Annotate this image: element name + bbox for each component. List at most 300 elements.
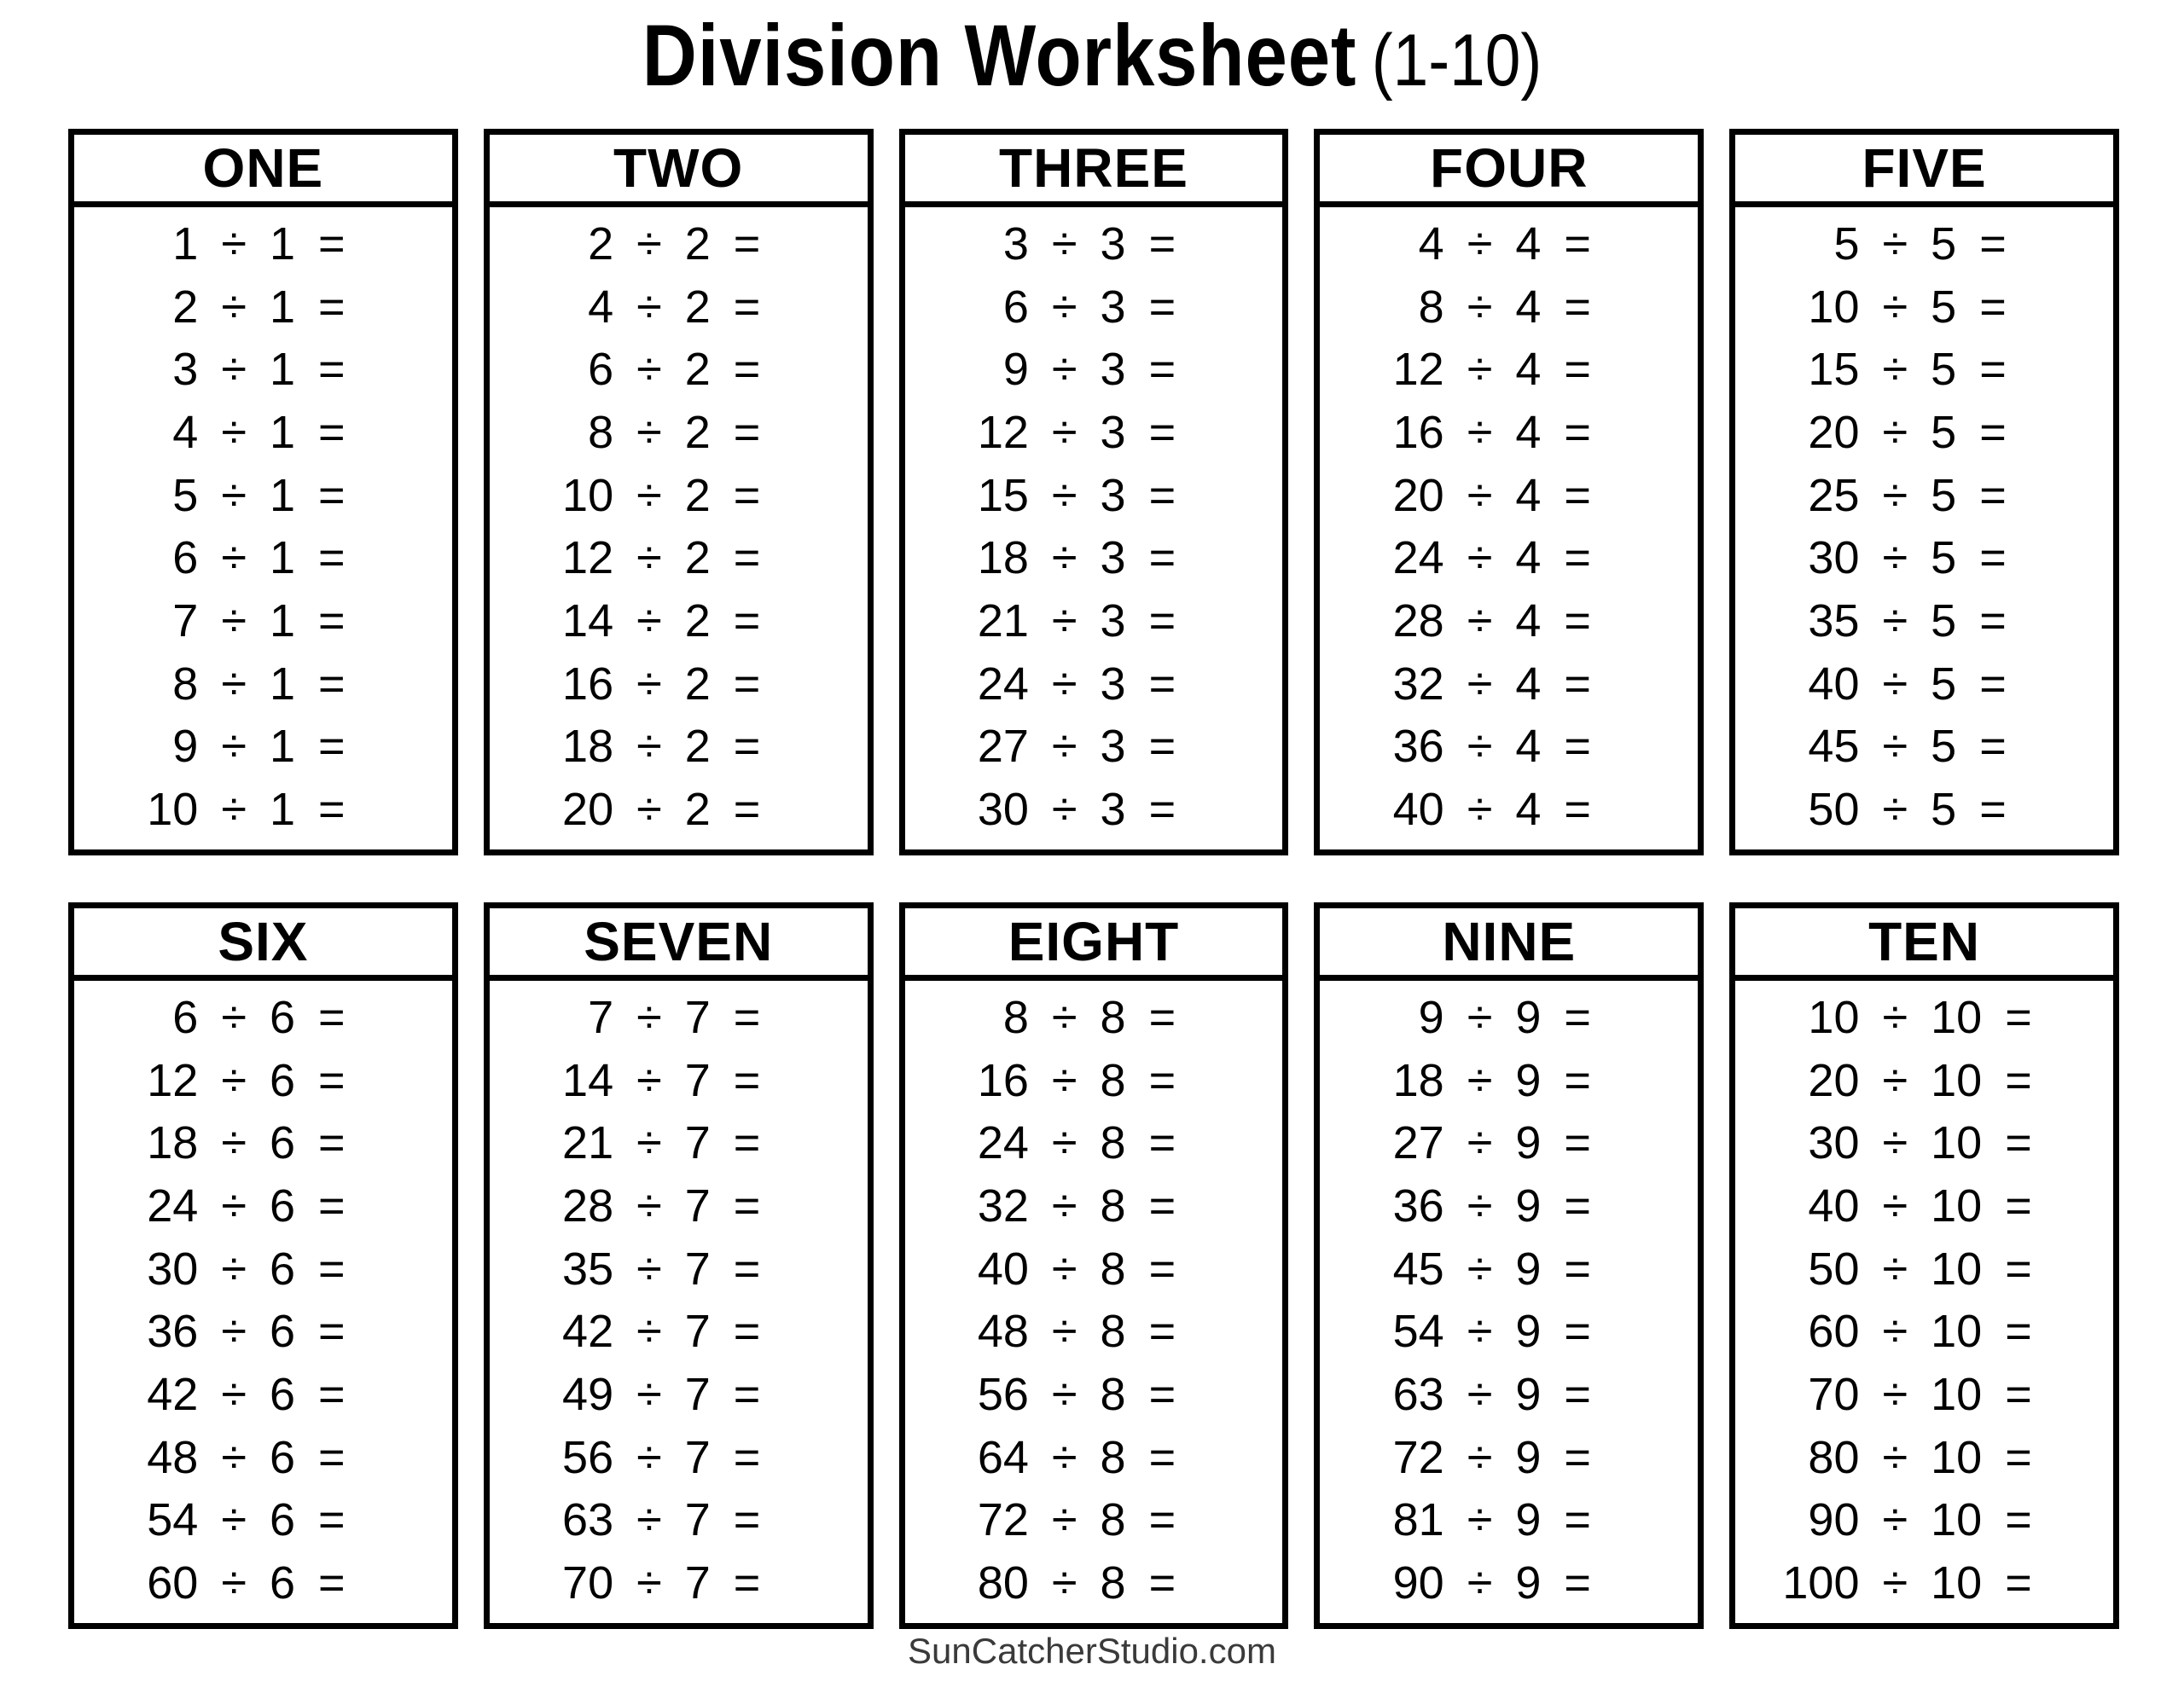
divisor: 5 — [1931, 532, 1957, 584]
division-sign: ÷ — [221, 1431, 247, 1483]
divisor: 2 — [684, 469, 711, 521]
equals-sign: = — [1564, 1369, 1591, 1421]
division-table-four — [1314, 129, 1704, 855]
equals-sign: = — [733, 1369, 761, 1421]
division-sign: ÷ — [1882, 1243, 1908, 1295]
dividend: 24 — [977, 658, 1029, 710]
divisor: 4 — [1515, 469, 1542, 521]
dividend: 2 — [588, 217, 614, 270]
dividend: 21 — [977, 595, 1029, 647]
division-sign: ÷ — [636, 281, 662, 333]
divisor: 1 — [269, 595, 295, 647]
equals-sign: = — [318, 1180, 346, 1232]
equals-sign: = — [2005, 1557, 2032, 1609]
dividend: 12 — [977, 406, 1029, 458]
dividend: 20 — [1808, 1054, 1860, 1106]
table-title: ONE — [74, 135, 452, 207]
division-sign: ÷ — [636, 1117, 662, 1169]
equals-sign: = — [2005, 1054, 2032, 1106]
divisor: 10 — [1931, 1557, 1983, 1609]
dividend: 6 — [172, 991, 199, 1043]
equals-sign: = — [318, 1369, 346, 1421]
dividend: 9 — [172, 721, 199, 773]
division-sign: ÷ — [1467, 595, 1493, 647]
equals-sign: = — [1979, 784, 2007, 836]
dividend: 56 — [977, 1369, 1029, 1421]
equals-sign: = — [733, 784, 761, 836]
dividend: 10 — [1808, 991, 1860, 1043]
dividend: 32 — [1392, 658, 1444, 710]
dividend: 15 — [1808, 344, 1860, 396]
division-sign: ÷ — [1882, 1557, 1908, 1609]
dividend: 49 — [562, 1369, 614, 1421]
equals-sign: = — [1979, 469, 2007, 521]
division-sign: ÷ — [1467, 658, 1493, 710]
dividend: 27 — [1392, 1117, 1444, 1169]
equals-sign: = — [1148, 281, 1176, 333]
table-problems — [1735, 207, 2113, 849]
dividend: 100 — [1782, 1557, 1860, 1609]
dividend: 35 — [1808, 595, 1860, 647]
dividend: 24 — [1392, 532, 1444, 584]
divisor: 6 — [269, 1494, 295, 1546]
dividend: 3 — [1002, 217, 1029, 270]
divisor: 9 — [1515, 1117, 1542, 1169]
division-sign: ÷ — [1051, 281, 1077, 333]
table-title: THREE — [905, 135, 1283, 207]
division-sign: ÷ — [1467, 721, 1493, 773]
division-sign: ÷ — [1882, 281, 1908, 333]
dividend: 14 — [562, 1054, 614, 1106]
equals-sign: = — [2005, 1180, 2032, 1232]
equals-sign: = — [1148, 991, 1176, 1043]
equals-sign: = — [318, 1431, 346, 1483]
divisor: 5 — [1931, 784, 1957, 836]
equals-sign: = — [1148, 1117, 1176, 1169]
dividend: 42 — [147, 1369, 199, 1421]
divisor: 6 — [269, 1180, 295, 1232]
equals-sign: = — [318, 595, 346, 647]
division-sign: ÷ — [636, 1180, 662, 1232]
divisor: 7 — [684, 1306, 711, 1358]
division-sign: ÷ — [1051, 595, 1077, 647]
dividend: 40 — [1808, 658, 1860, 710]
division-sign: ÷ — [1882, 1369, 1908, 1421]
division-table-nine — [1314, 902, 1704, 1629]
division-table-six — [68, 902, 458, 1629]
dividend: 1 — [172, 217, 199, 270]
equals-sign: = — [1564, 721, 1591, 773]
table-title: NINE — [1320, 908, 1698, 981]
equals-sign: = — [1148, 1180, 1176, 1232]
divisor: 1 — [269, 721, 295, 773]
divisor: 4 — [1515, 406, 1542, 458]
equals-sign: = — [1979, 281, 2007, 333]
equals-sign: = — [733, 595, 761, 647]
division-sign: ÷ — [1051, 1243, 1077, 1295]
division-sign: ÷ — [1882, 784, 1908, 836]
division-sign: ÷ — [1051, 991, 1077, 1043]
divisor: 5 — [1931, 217, 1957, 270]
division-sign: ÷ — [1882, 1117, 1908, 1169]
equals-sign: = — [1564, 532, 1591, 584]
division-sign: ÷ — [636, 1431, 662, 1483]
dividend: 48 — [147, 1431, 199, 1483]
division-sign: ÷ — [636, 406, 662, 458]
division-sign: ÷ — [636, 532, 662, 584]
equals-sign: = — [1979, 595, 2007, 647]
worksheet-grid — [68, 129, 2119, 1629]
divisor: 4 — [1515, 595, 1542, 647]
division-sign: ÷ — [636, 1243, 662, 1295]
dividend: 20 — [1392, 469, 1444, 521]
dividend: 18 — [562, 721, 614, 773]
divisor: 10 — [1931, 1431, 1983, 1483]
equals-sign: = — [318, 1306, 346, 1358]
dividend: 45 — [1392, 1243, 1444, 1295]
dividend: 2 — [172, 281, 199, 333]
divisor: 8 — [1100, 1054, 1126, 1106]
equals-sign: = — [1564, 1180, 1591, 1232]
divisor: 5 — [1931, 406, 1957, 458]
divisor: 3 — [1100, 344, 1126, 396]
division-sign: ÷ — [1882, 344, 1908, 396]
divisor: 6 — [269, 1431, 295, 1483]
division-sign: ÷ — [636, 991, 662, 1043]
division-sign: ÷ — [1467, 217, 1493, 270]
dividend: 80 — [977, 1557, 1029, 1609]
equals-sign: = — [2005, 1369, 2032, 1421]
dividend: 12 — [562, 532, 614, 584]
equals-sign: = — [1564, 281, 1591, 333]
equals-sign: = — [733, 532, 761, 584]
divisor: 9 — [1515, 1180, 1542, 1232]
dividend: 21 — [562, 1117, 614, 1169]
dividend: 8 — [1418, 281, 1444, 333]
divisor: 7 — [684, 1431, 711, 1483]
dividend: 20 — [562, 784, 614, 836]
division-sign: ÷ — [1467, 1369, 1493, 1421]
divisor: 3 — [1100, 217, 1126, 270]
divisor: 7 — [684, 1054, 711, 1106]
dividend: 12 — [1392, 344, 1444, 396]
division-sign: ÷ — [1467, 344, 1493, 396]
equals-sign: = — [1979, 658, 2007, 710]
equals-sign: = — [2005, 991, 2032, 1043]
dividend: 16 — [562, 658, 614, 710]
equals-sign: = — [1148, 1369, 1176, 1421]
equals-sign: = — [733, 469, 761, 521]
divisor: 7 — [684, 1180, 711, 1232]
division-sign: ÷ — [221, 406, 247, 458]
title-range: (1-10) — [1371, 20, 1542, 101]
dividend: 40 — [977, 1243, 1029, 1295]
division-sign: ÷ — [221, 1369, 247, 1421]
divisor: 3 — [1100, 658, 1126, 710]
divisor: 3 — [1100, 595, 1126, 647]
equals-sign: = — [2005, 1306, 2032, 1358]
divisor: 6 — [269, 991, 295, 1043]
divisor: 9 — [1515, 1306, 1542, 1358]
dividend: 4 — [172, 406, 199, 458]
division-sign: ÷ — [636, 1557, 662, 1609]
divisor: 7 — [684, 1557, 711, 1609]
equals-sign: = — [733, 1431, 761, 1483]
divisor: 10 — [1931, 1117, 1983, 1169]
equals-sign: = — [1148, 784, 1176, 836]
division-sign: ÷ — [1467, 991, 1493, 1043]
equals-sign: = — [733, 991, 761, 1043]
division-sign: ÷ — [1051, 784, 1077, 836]
table-problems — [74, 207, 452, 849]
equals-sign: = — [1564, 1243, 1591, 1295]
division-sign: ÷ — [1467, 281, 1493, 333]
equals-sign: = — [318, 1494, 346, 1546]
division-table-eight — [899, 902, 1289, 1629]
division-sign: ÷ — [1051, 1180, 1077, 1232]
dividend: 36 — [147, 1306, 199, 1358]
division-sign: ÷ — [1051, 217, 1077, 270]
divisor: 9 — [1515, 1243, 1542, 1295]
division-sign: ÷ — [1882, 595, 1908, 647]
divisor: 5 — [1931, 344, 1957, 396]
division-sign: ÷ — [636, 784, 662, 836]
dividend: 20 — [1808, 406, 1860, 458]
table-title: FOUR — [1320, 135, 1698, 207]
division-sign: ÷ — [636, 344, 662, 396]
equals-sign: = — [1979, 532, 2007, 584]
page-footer — [0, 1631, 2184, 1672]
divisor: 1 — [269, 658, 295, 710]
divisor: 7 — [684, 1117, 711, 1169]
dividend: 50 — [1808, 1243, 1860, 1295]
equals-sign: = — [1148, 1431, 1176, 1483]
division-sign: ÷ — [221, 1494, 247, 1546]
divisor: 2 — [684, 217, 711, 270]
divisor: 7 — [684, 1494, 711, 1546]
dividend: 40 — [1808, 1180, 1860, 1232]
divisor: 8 — [1100, 991, 1126, 1043]
division-sign: ÷ — [1467, 784, 1493, 836]
divisor: 8 — [1100, 1431, 1126, 1483]
division-sign: ÷ — [1882, 1180, 1908, 1232]
divisor: 6 — [269, 1557, 295, 1609]
division-sign: ÷ — [1467, 406, 1493, 458]
division-sign: ÷ — [221, 658, 247, 710]
dividend: 28 — [562, 1180, 614, 1232]
equals-sign: = — [318, 344, 346, 396]
divisor: 4 — [1515, 532, 1542, 584]
page-title-text — [642, 7, 1542, 104]
division-sign: ÷ — [636, 469, 662, 521]
dividend: 6 — [1002, 281, 1029, 333]
equals-sign: = — [1564, 217, 1591, 270]
table-title: TEN — [1735, 908, 2113, 981]
dividend: 3 — [172, 344, 199, 396]
dividend: 5 — [172, 469, 199, 521]
division-sign: ÷ — [221, 1054, 247, 1106]
dividend: 14 — [562, 595, 614, 647]
division-sign: ÷ — [221, 532, 247, 584]
dividend: 12 — [147, 1054, 199, 1106]
divisor: 3 — [1100, 784, 1126, 836]
divisor: 3 — [1100, 532, 1126, 584]
equals-sign: = — [1148, 1494, 1176, 1546]
dividend: 18 — [977, 532, 1029, 584]
equals-sign: = — [1148, 406, 1176, 458]
dividend: 4 — [588, 281, 614, 333]
divisor: 2 — [684, 658, 711, 710]
divisor: 9 — [1515, 1557, 1542, 1609]
divisor: 1 — [269, 532, 295, 584]
divisor: 4 — [1515, 721, 1542, 773]
division-sign: ÷ — [1467, 1306, 1493, 1358]
dividend: 56 — [562, 1431, 614, 1483]
divisor: 2 — [684, 595, 711, 647]
dividend: 5 — [1833, 217, 1860, 270]
divisor: 10 — [1931, 1243, 1983, 1295]
dividend: 10 — [147, 784, 199, 836]
divisor: 5 — [1931, 658, 1957, 710]
dividend: 9 — [1418, 991, 1444, 1043]
equals-sign: = — [733, 217, 761, 270]
dividend: 63 — [1392, 1369, 1444, 1421]
division-sign: ÷ — [221, 1180, 247, 1232]
division-sign: ÷ — [1051, 1494, 1077, 1546]
division-sign: ÷ — [1051, 1431, 1077, 1483]
equals-sign: = — [318, 1557, 346, 1609]
divisor: 3 — [1100, 281, 1126, 333]
divisor: 2 — [684, 344, 711, 396]
equals-sign: = — [1148, 1243, 1176, 1295]
equals-sign: = — [318, 1243, 346, 1295]
division-sign: ÷ — [1882, 469, 1908, 521]
division-sign: ÷ — [1467, 469, 1493, 521]
equals-sign: = — [1564, 1557, 1591, 1609]
dividend: 8 — [172, 658, 199, 710]
divisor: 10 — [1931, 991, 1983, 1043]
divisor: 2 — [684, 721, 711, 773]
table-problems — [905, 981, 1283, 1623]
division-sign: ÷ — [1467, 1054, 1493, 1106]
equals-sign: = — [318, 721, 346, 773]
equals-sign: = — [1564, 406, 1591, 458]
division-table-two — [484, 129, 874, 855]
equals-sign: = — [318, 281, 346, 333]
table-problems — [1735, 981, 2113, 1623]
equals-sign: = — [2005, 1243, 2032, 1295]
table-title: EIGHT — [905, 908, 1283, 981]
division-sign: ÷ — [1051, 406, 1077, 458]
dividend: 8 — [588, 406, 614, 458]
division-sign: ÷ — [636, 1306, 662, 1358]
division-sign: ÷ — [1467, 1431, 1493, 1483]
division-sign: ÷ — [221, 217, 247, 270]
table-problems — [1320, 981, 1698, 1623]
division-sign: ÷ — [221, 784, 247, 836]
equals-sign: = — [1564, 1494, 1591, 1546]
divisor: 8 — [1100, 1557, 1126, 1609]
dividend: 50 — [1808, 784, 1860, 836]
divisor: 4 — [1515, 658, 1542, 710]
division-sign: ÷ — [221, 595, 247, 647]
dividend: 6 — [588, 344, 614, 396]
division-sign: ÷ — [1882, 1431, 1908, 1483]
dividend: 54 — [147, 1494, 199, 1546]
divisor: 10 — [1931, 1369, 1983, 1421]
table-title: FIVE — [1735, 135, 2113, 207]
division-table-ten — [1729, 902, 2119, 1629]
equals-sign: = — [1564, 595, 1591, 647]
dividend: 32 — [977, 1180, 1029, 1232]
division-sign: ÷ — [1467, 1557, 1493, 1609]
dividend: 72 — [1392, 1431, 1444, 1483]
division-sign: ÷ — [221, 469, 247, 521]
division-sign: ÷ — [1882, 721, 1908, 773]
table-problems — [74, 981, 452, 1623]
division-sign: ÷ — [1051, 1054, 1077, 1106]
division-sign: ÷ — [1467, 1180, 1493, 1232]
division-table-five — [1729, 129, 2119, 855]
equals-sign: = — [2005, 1431, 2032, 1483]
dividend: 16 — [1392, 406, 1444, 458]
equals-sign: = — [1979, 721, 2007, 773]
equals-sign: = — [1148, 595, 1176, 647]
division-sign: ÷ — [1882, 532, 1908, 584]
divisor: 2 — [684, 532, 711, 584]
dividend: 36 — [1392, 1180, 1444, 1232]
dividend: 7 — [172, 595, 199, 647]
equals-sign: = — [1148, 721, 1176, 773]
divisor: 6 — [269, 1243, 295, 1295]
divisor: 7 — [684, 991, 711, 1043]
division-sign: ÷ — [1051, 1306, 1077, 1358]
divisor: 2 — [684, 406, 711, 458]
table-title: SEVEN — [490, 908, 868, 981]
division-sign: ÷ — [221, 281, 247, 333]
dividend: 36 — [1392, 721, 1444, 773]
divisor: 4 — [1515, 784, 1542, 836]
divisor: 2 — [684, 281, 711, 333]
division-sign: ÷ — [1051, 658, 1077, 710]
dividend: 24 — [147, 1180, 199, 1232]
divisor: 5 — [1931, 281, 1957, 333]
division-sign: ÷ — [1882, 1494, 1908, 1546]
division-sign: ÷ — [1051, 344, 1077, 396]
equals-sign: = — [1979, 344, 2007, 396]
equals-sign: = — [1148, 532, 1176, 584]
equals-sign: = — [1564, 1054, 1591, 1106]
equals-sign: = — [733, 281, 761, 333]
equals-sign: = — [1564, 1117, 1591, 1169]
division-sign: ÷ — [1051, 721, 1077, 773]
divisor: 9 — [1515, 991, 1542, 1043]
division-sign: ÷ — [221, 1117, 247, 1169]
division-sign: ÷ — [221, 1306, 247, 1358]
division-sign: ÷ — [1051, 469, 1077, 521]
divisor: 4 — [1515, 344, 1542, 396]
equals-sign: = — [733, 1557, 761, 1609]
divisor: 6 — [269, 1117, 295, 1169]
divisor: 5 — [1931, 721, 1957, 773]
division-sign: ÷ — [1051, 1557, 1077, 1609]
dividend: 9 — [1002, 344, 1029, 396]
equals-sign: = — [318, 1054, 346, 1106]
equals-sign: = — [318, 991, 346, 1043]
equals-sign: = — [1148, 344, 1176, 396]
page-title — [0, 7, 2184, 104]
dividend: 54 — [1392, 1306, 1444, 1358]
